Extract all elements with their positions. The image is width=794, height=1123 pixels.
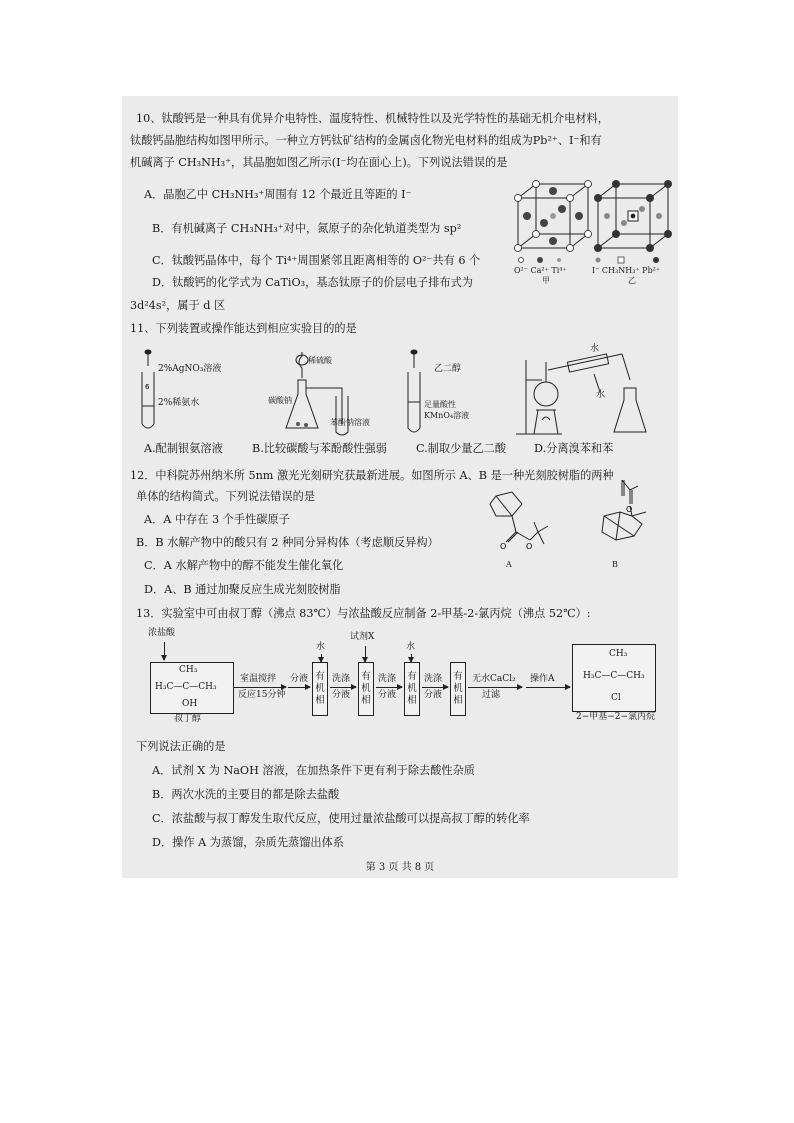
tert-butanol-name: 叔丁醇 xyxy=(174,714,202,724)
q12-option-d: D．A、B 通过加聚反应生成光刻胶树脂 xyxy=(144,583,341,596)
q13-stem: 13．实验室中可由叔丁醇（沸点 83℃）与浓盐酸反应制备 2-甲基-2-氯丙烷（沸点 52℃）: xyxy=(136,607,591,620)
q12-stem-line2: 单体的结构简式。下列说法错误的是 xyxy=(136,490,316,503)
apparatus-c-test-tube xyxy=(404,350,424,436)
q10-option-c: C．钛酸钙晶体中，每个 Ti⁴⁺周围紧邻且距离相等的 O²⁻共有 6 个 xyxy=(152,254,481,267)
crystal-legend-yi: I⁻ CH₃NH₃⁺ Pb²⁺ xyxy=(592,266,661,275)
q13-option-a: A．试剂 X 为 NaOH 溶液，在加热条件下更有利于除去酸性杂质 xyxy=(152,764,475,777)
q10-stem-line1: 10、钛酸钙是一种具有优异介电特性、温度特性、机械特性以及光学特性的基础无机介电材料， xyxy=(136,112,609,125)
product-name: 2−甲基−2−氯丙烷 xyxy=(576,712,656,722)
page-footer: 第 3 页 共 8 页 xyxy=(365,862,435,873)
flow-water-2: 水 xyxy=(406,642,416,652)
flow-reagent-x: 试剂X xyxy=(350,632,375,642)
flow-box-organic-1: 有机相 xyxy=(312,662,328,716)
q13-option-c: C．浓盐酸与叔丁醇发生取代反应，使用过量浓盐酸可以提高叔丁醇的转化率 xyxy=(152,812,530,825)
monomer-b-structure xyxy=(572,476,656,560)
q12-option-a: A．A 中存在 3 个手性碳原子 xyxy=(144,513,290,526)
q11-option-c: C.制取少量乙二酸 xyxy=(416,442,507,455)
flow-arrow-wash-3 xyxy=(422,687,448,688)
flow-arrow-wash-1 xyxy=(330,687,356,688)
flow-filter: 过滤 xyxy=(482,690,501,700)
flow-arrow-hcl xyxy=(164,642,165,660)
product-ch3: CH₃ xyxy=(609,649,628,659)
tert-butanol-chain: H₃C—C—CH₃ xyxy=(155,682,217,692)
q12-option-b: B．B 水解产物中的酸只有 2 种同分异构体（考虑顺反异构） xyxy=(136,536,439,549)
flow-box-product xyxy=(572,644,656,712)
flow-dry-cacl2: 无水CaCl₂ xyxy=(472,674,516,684)
flow-arrow-operation-a xyxy=(526,687,570,688)
flow-separate-2: 分液 xyxy=(378,690,397,700)
flow-operation-a: 操作A xyxy=(530,674,555,684)
q10-stem-line2: 钛酸钙晶胞结构如图甲所示。一种立方钙钛矿结构的金属卤化物光电材料的组成为Pb²⁺、I⁻和有 xyxy=(130,134,602,147)
monomer-a-structure xyxy=(482,488,552,564)
svg-text:O: O xyxy=(500,542,507,551)
q10-stem-line3: 机碱离子 CH₃NH₃⁺，其晶胞如图乙所示(I⁻均在面心上)。下列说法错误的是 xyxy=(130,156,508,169)
crystal-cell-jia xyxy=(514,180,592,252)
apparatus-b-label-acid: 稀硫酸 xyxy=(308,356,332,365)
monomer-b-caption: B xyxy=(612,560,618,569)
apparatus-d-label-water-out: 水 xyxy=(590,344,600,354)
tert-butanol-ch3: CH₃ xyxy=(179,665,198,675)
crystal-legend-jia: O²⁻ Ca²⁺ Ti⁴⁺ xyxy=(514,266,567,275)
crystal-legend-dots xyxy=(518,256,668,264)
q12-stem-line1: 12．中科院苏州纳米所 5nm 激光光刻研究获最新进展。如图所示 A、B 是一种光刻胶树脂的两种 xyxy=(130,469,614,482)
product-chain: H₃C—C—CH₃ xyxy=(583,671,645,681)
flow-separate-3: 分液 xyxy=(424,690,443,700)
product-cl: Cl xyxy=(611,693,621,703)
flow-separate-1: 分液 xyxy=(332,690,351,700)
flow-arrow-wash-2 xyxy=(376,687,402,688)
crystal-caption-yi: 乙 xyxy=(628,276,636,285)
monomer-a-caption: A xyxy=(506,560,512,569)
q10-option-d: D．钛酸钙的化学式为 CaTiO₃，基态钛原子的价层电子排布式为 xyxy=(152,276,473,289)
flow-step-react-time: 反应15分钟 xyxy=(238,690,286,700)
flow-water-1: 水 xyxy=(316,642,326,652)
flow-box-organic-3: 有机相 xyxy=(404,662,420,716)
apparatus-a-label-ammonia: 2%稀氨水 xyxy=(158,398,200,408)
apparatus-c-label-excess: 足量酸性 xyxy=(424,400,456,409)
exam-page xyxy=(122,96,678,878)
q13-ask: 下列说法正确的是 xyxy=(136,740,226,753)
svg-text:O: O xyxy=(526,542,533,551)
flow-step-stir: 室温搅拌 xyxy=(240,674,277,684)
flow-arrow-react xyxy=(234,687,286,688)
flow-arrow-reagent-x xyxy=(365,646,366,662)
flow-arrow-dry xyxy=(468,687,522,688)
apparatus-b-label-phenoxide: 苯酚钠溶液 xyxy=(330,418,370,427)
svg-text:O: O xyxy=(626,505,633,514)
q13-option-b: B．两次水洗的主要目的都是除去盐酸 xyxy=(152,788,340,801)
apparatus-b-label-carbonate: 碳酸钠 xyxy=(268,396,292,405)
q10-option-d-cont: 3d²4s²，属于 d 区 xyxy=(130,299,226,312)
apparatus-c-label-glycol: 乙二醇 xyxy=(434,364,462,374)
q11-option-b: B.比较碳酸与苯酚酸性强弱 xyxy=(252,442,387,455)
q10-option-b: B．有机碱离子 CH₃NH₃⁺对中，氮原子的杂化轨道类型为 sp² xyxy=(152,222,462,235)
q11-option-d: D.分离溴苯和苯 xyxy=(534,442,614,455)
apparatus-a-test-tube xyxy=(138,350,158,432)
tert-butanol-oh: OH xyxy=(182,699,198,709)
flow-arrow-water-2 xyxy=(411,654,412,662)
flow-arrow-water-1 xyxy=(321,654,322,662)
svg-text:6: 6 xyxy=(145,383,150,391)
apparatus-c-label-kmno4: KMnO₄溶液 xyxy=(424,411,470,420)
apparatus-d-distillation xyxy=(512,340,662,440)
flow-arrow-separate xyxy=(288,687,310,688)
flow-wash-2: 洗涤 xyxy=(378,674,397,684)
q12-option-c: C．A 水解产物中的醇不能发生催化氧化 xyxy=(144,559,344,572)
q10-option-a: A．晶胞乙中 CH₃NH₃⁺周围有 12 个最近且等距的 I⁻ xyxy=(144,188,412,201)
flow-wash-3: 洗涤 xyxy=(424,674,443,684)
q13-option-d: D．操作 A 为蒸馏，杂质先蒸馏出体系 xyxy=(152,836,344,849)
flow-reagent-hcl: 浓盐酸 xyxy=(148,628,176,638)
apparatus-a-label-agno3: 2%AgNO₃溶液 xyxy=(158,364,222,374)
q11-stem: 11、下列装置或操作能达到相应实验目的的是 xyxy=(130,322,357,335)
flow-box-tert-butanol xyxy=(150,662,234,714)
crystal-cell-yi xyxy=(594,180,672,252)
flow-step-separate: 分液 xyxy=(290,674,309,684)
crystal-caption-jia: 甲 xyxy=(542,276,550,285)
q11-option-a: A.配制银氨溶液 xyxy=(144,442,223,455)
apparatus-d-label-water-in: 水 xyxy=(596,390,606,400)
flow-box-organic-4: 有机相 xyxy=(450,662,466,716)
flow-wash-1: 洗涤 xyxy=(332,674,351,684)
flow-box-organic-2: 有机相 xyxy=(358,662,374,716)
